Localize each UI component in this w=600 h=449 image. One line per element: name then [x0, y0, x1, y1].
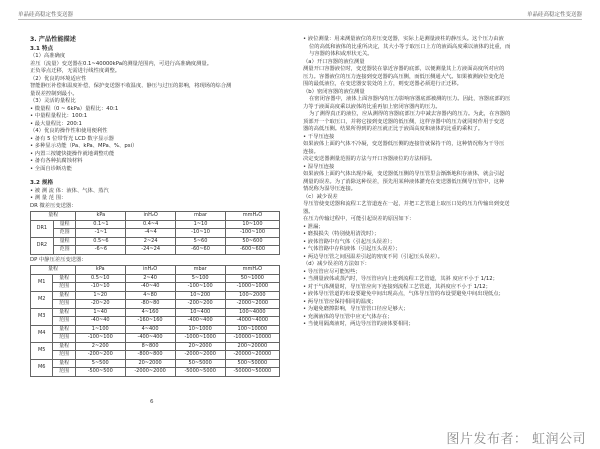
table-cell: 量程 — [53, 237, 76, 246]
table-cell: -40~40 — [125, 283, 175, 292]
table-cell: 范围 — [53, 300, 76, 309]
table-cell: -5000~5000 — [175, 368, 225, 377]
table-cell: -10000~10000 — [225, 334, 279, 343]
text-line: 量误差控制到最小。 — [30, 90, 78, 97]
table-cell: -10~10 — [75, 283, 125, 292]
table-cell: 5~500 — [75, 359, 125, 368]
table-cell: 量程 — [53, 291, 76, 300]
table-header-cell: 量程 — [31, 212, 76, 221]
table-cell: 0.1~1 — [76, 220, 126, 229]
table-cell: -1~1 — [76, 229, 126, 238]
table-cell: 5~100 — [175, 274, 225, 283]
table-cell: 20~2000 — [125, 359, 175, 368]
table-cell: -160~160 — [125, 317, 175, 326]
table-cell: -800~800 — [125, 351, 175, 360]
table-cell: 范围 — [53, 368, 76, 377]
feature-3-title: （3）灵活的量程比 — [30, 98, 76, 104]
list-item: • 导压管应尽可能短些； — [303, 268, 361, 275]
table-cell: -2000~2000 — [225, 300, 279, 309]
table-cell: 范围 — [53, 283, 76, 292]
list-item: • 中量程量程比：100:1 — [30, 113, 88, 119]
list-item: • 内置三按键快捷操作就地调整功能 — [30, 150, 115, 157]
sub-heading: • 湿导压连接 — [303, 163, 335, 170]
table-cell: 4~160 — [125, 308, 175, 317]
list-item: • 充满液体的导压管中应无气体存在； — [303, 313, 393, 320]
table-cell: 50~5000 — [175, 359, 225, 368]
range-code-cell: DR2 — [31, 237, 54, 254]
table-header-cell: kPa — [76, 212, 126, 221]
text-line: 顶部开一个取压口，并将它接到变送器的低压侧，这样容器中的压力就同时作用于变送 — [303, 118, 505, 125]
list-item: • 液体导压管道的布设要避免中间出现高点，气体导压管的布设要避免中间出现低点； — [303, 291, 504, 297]
range-code-cell: M6 — [31, 359, 53, 376]
table-cell: -20~20 — [75, 300, 125, 309]
subsection-3-1: 3.1 特点 — [30, 45, 54, 52]
table-row — [31, 300, 280, 309]
text-line: 压力。容器液位的压力连接到变送器的高压侧，而低压侧通大气。如果被测液位变化范 — [303, 73, 505, 80]
table-row — [31, 368, 280, 377]
table-cell: -600~600 — [225, 246, 279, 255]
table-row — [31, 317, 280, 326]
text-line: 智能静压补偿和温度补偿，保护变送器不收温度、静压与过压的影响，将现场的综合测 — [30, 83, 232, 89]
table-cell: 2~24 — [126, 237, 176, 246]
table-cell: 范围 — [53, 229, 76, 238]
table-cell: 量程 — [53, 220, 76, 229]
table-cell: 5~60 — [176, 237, 226, 246]
table-header-cell: mmH₂O — [225, 212, 279, 221]
table-cell: -100~100 — [75, 334, 125, 343]
table-row — [31, 351, 280, 360]
table-header-row — [31, 212, 280, 221]
table-row — [31, 342, 280, 351]
subsection-3-2: 3.2 规格 — [30, 180, 54, 186]
table-cell: 100~10000 — [225, 325, 279, 334]
text-line: 测量开口容器液位时，变送器装在靠近容器的底部，以便测量其上方液面高度所对应的 — [303, 66, 505, 72]
table-cell: -2000~2000 — [175, 351, 225, 360]
table-cell: 2~40 — [125, 274, 175, 283]
table-cell: 量程 — [53, 359, 76, 368]
table-row — [31, 237, 280, 246]
table-cell: 10~1000 — [175, 325, 225, 334]
text-line: 器的高低压侧。结果所得到的差压就正比于液面高度和液体的比重的乘积了。 — [303, 126, 484, 132]
table-cell: -60~60 — [176, 246, 226, 255]
table-cell: 1~40 — [75, 308, 125, 317]
list-item: • 两导压管应保持相同的温度； — [303, 298, 377, 305]
text-line: 如果液体上面的气体出现冷凝，变送器低压侧的导压管里会渐渐地积存液体，就会引起 — [303, 171, 505, 177]
table-cell: -4000~4000 — [225, 317, 279, 326]
range-code-cell: DR1 — [31, 220, 54, 237]
list-item: • 两边导压管之间因温差引起的密度不同（引起压头误差）。 — [303, 253, 443, 260]
table-cell: 量程 — [53, 308, 76, 317]
table-row — [31, 359, 280, 368]
right-column — [303, 36, 571, 329]
table-row — [31, 220, 280, 229]
range-code-cell: M1 — [31, 274, 53, 291]
table-row — [31, 308, 280, 317]
range-code-cell: M3 — [31, 308, 53, 325]
text-line: 与容器的体积或形状无关。 — [309, 51, 373, 57]
section-title: 3. 产品性能描述 — [30, 36, 76, 43]
table-cell: 200~20000 — [225, 342, 279, 351]
dp-range-table — [30, 265, 280, 377]
dr-table-title: DR 微差压变送器： — [30, 202, 77, 209]
table-cell: 范围 — [53, 351, 76, 360]
table-cell: 范围 — [53, 334, 76, 343]
table-cell: -4~4 — [126, 229, 176, 238]
table-cell: -200~200 — [175, 300, 225, 309]
table-cell: 50~1000 — [225, 274, 279, 283]
text-line: 为了测得真正的液位，应从测得的容器底部压力中减去容器内的压力。为此，在容器的 — [309, 111, 511, 117]
table-cell: 范围 — [53, 317, 76, 326]
dr-range-table — [30, 211, 280, 255]
table-cell: -2000~2000 — [125, 368, 175, 377]
table-cell: 10~200 — [175, 291, 225, 300]
list-item: • 多种显示功能（Pa、kPa、MPa、%、psi） — [30, 143, 138, 149]
table-row — [31, 274, 280, 283]
table-cell: 100~2000 — [225, 291, 279, 300]
table-cell: -40~40 — [75, 317, 125, 326]
table-cell: 量程 — [53, 342, 76, 351]
list-item: • 测 量 范 围： — [30, 195, 67, 201]
list-item: • 最大量程比：200:1 — [30, 120, 82, 127]
table-cell: 10~400 — [175, 308, 225, 317]
feature-2-title: （2）优良的环境适应性 — [30, 75, 87, 82]
sub-heading: （a）开口容器的液位测量 — [303, 58, 365, 65]
list-item: • 为避免磨擦影响，导压管管口径应足够大； — [303, 306, 409, 312]
table-cell: -80~80 — [125, 300, 175, 309]
table-header-cell: inH₂O — [125, 266, 175, 275]
table-cell: 0.5~10 — [75, 274, 125, 283]
list-item: • 备有各种抗腐蚀材料 — [30, 158, 83, 164]
table-cell: 4~80 — [125, 291, 175, 300]
table-cell: -6~6 — [76, 246, 126, 255]
table-row — [31, 229, 280, 238]
sub-heading: （d）减少误差的方法如下： — [303, 261, 370, 267]
list-item: • 液体管路中有气体（引起压头误差）； — [303, 238, 396, 245]
text-line: 器。 — [303, 208, 314, 215]
table-header-cell: mbar — [175, 266, 225, 275]
text-line: 如果液体上面的气体不冷凝，变送器低压侧的连接管就保持干的，这种情况称为干导压 — [303, 141, 505, 147]
table-cell: -20000~20000 — [225, 351, 279, 360]
left-column — [30, 36, 280, 379]
text-line: • 液位测量：用来测量液位的差压变送器，实际上是测量液柱的静压头。这个压力由液 — [303, 36, 504, 42]
table-cell: 20~2000 — [175, 342, 225, 351]
list-item: • 被 测 流 体：液体、气体、蒸汽 — [30, 187, 109, 194]
table-cell: -50000~50000 — [225, 368, 279, 377]
list-item: • 微量程（0 ~ 6kPa）量程比：40:1 — [30, 105, 119, 112]
table-cell: -24~24 — [126, 246, 176, 255]
page-number: 6 — [150, 399, 154, 405]
table-cell: -1000~1000 — [225, 283, 279, 292]
table-cell: -400~400 — [175, 317, 225, 326]
list-item: • 气体管路中存积液体（引起压头误差）； — [303, 246, 401, 252]
text-line: 决定变送器测量范围的方法与开口容器液位的方法相同。 — [303, 156, 436, 162]
table-row — [31, 334, 280, 343]
table-cell: 2~200 — [75, 342, 125, 351]
table-cell: 范围 — [53, 246, 76, 255]
table-cell: 8~800 — [125, 342, 175, 351]
table-row — [31, 283, 280, 292]
range-code-cell: M5 — [31, 342, 53, 359]
header-right-title: 单晶硅高稳定性变送器 — [526, 12, 582, 18]
dp-table-title: DP 中静压差压变送器： — [30, 256, 87, 263]
table-cell: 0.4~4 — [126, 220, 176, 229]
table-cell: 100~4000 — [225, 308, 279, 317]
list-item: • 当使用隔离液时，两边导压管的液体要相同； — [303, 321, 414, 327]
text-line: 在密闭容器中，液体上面容器内的压力影响容器底部被测的压力。因此，容器底部的压 — [309, 96, 511, 102]
table-cell: 500~50000 — [225, 359, 279, 368]
table-cell: 量程 — [53, 274, 76, 283]
table-cell: 1~20 — [75, 291, 125, 300]
feature-1-title: （1）高准确度 — [30, 53, 66, 59]
text-line: 力等于液面高度乘以液体的比重再加上密闭容器内的压力。 — [303, 103, 441, 110]
table-cell: -400~400 — [125, 334, 175, 343]
table-cell: -100~100 — [225, 229, 279, 238]
table-row — [31, 325, 280, 334]
text-line: 位的高低和液体的比重所决定，其大小等于取压口上方的液面高度乘以液体的比重，而 — [309, 43, 511, 50]
text-line: 情况称为湿导压连接。 — [303, 186, 356, 192]
table-header-cell: kPa — [75, 266, 125, 275]
list-item: • 当测量液体或蒸汽时，导压管应向上连到流程工艺管道，其斜 度应不小于 1/12； — [303, 276, 498, 282]
table-cell: 50~600 — [225, 237, 279, 246]
feature-4-title: （4）优良的操作性和使用便利性 — [30, 128, 108, 134]
table-row — [31, 291, 280, 300]
table-header-cell: inH₂O — [126, 212, 176, 221]
sub-heading: （b）密闭容器的液位测量 — [303, 88, 365, 95]
text-line: 围的最低液位，在变送器安装处的上方，则变送器必须进行正迁移。 — [303, 81, 462, 87]
range-code-cell: M2 — [31, 291, 53, 308]
table-row — [31, 246, 280, 255]
table-cell: 0.5~6 — [76, 237, 126, 246]
text-line: 导压管使变送器和流程工艺管道连在一起，并把工艺管道上取压口处的压力传输出到变送 — [303, 201, 510, 207]
text-line: 在压力传输过程中，可能引起误差的原因如下： — [303, 216, 415, 222]
sub-heading: • 干导压连接 — [303, 133, 335, 140]
table-cell: 1~100 — [75, 325, 125, 334]
text-line: 测量的误差。为了消除这种误差，预先用某种液体灌充在变送器低压侧导压管中，这种 — [303, 178, 505, 185]
table-cell: -200~200 — [75, 351, 125, 360]
table-cell: -500~500 — [75, 368, 125, 377]
table-header-row — [31, 266, 280, 275]
table-cell: -10~10 — [176, 229, 226, 238]
table-cell: -100~100 — [175, 283, 225, 292]
list-item: • 全面自诊断功能 — [30, 165, 72, 172]
table-header-cell: mbar — [176, 212, 226, 221]
list-item: • 泄漏； — [303, 223, 324, 230]
header-divider — [18, 19, 582, 20]
sub-heading: （c）减少误差 — [303, 193, 338, 200]
table-header-cell: 量程 — [31, 266, 76, 275]
table-cell: -1000~1000 — [175, 334, 225, 343]
table-cell: 10~100 — [225, 220, 279, 229]
watermark: 图片发布者： 虹润公司 — [446, 432, 586, 447]
table-cell: 1~10 — [176, 220, 226, 229]
text-line: 正负零点迁移，无需进行线性度调整。 — [30, 68, 121, 74]
range-code-cell: M4 — [31, 325, 53, 342]
list-item: • 备有 5 位带背光 LCD 数字显示器 — [30, 135, 114, 142]
table-cell: 量程 — [53, 325, 76, 334]
text-line: 差压（流量）变送器在0.1~40000kPa的测量范围内，可进行高准确度测量。 — [30, 60, 212, 67]
text-line: 连接。 — [303, 148, 319, 155]
list-item: • 对于气体测量时，导压管应向下连接到流程工艺管道，其斜度应不小于 1/12； — [303, 283, 491, 290]
header-left-title: 单晶硅高稳定性变送器 — [18, 12, 74, 18]
table-cell: 4~400 — [125, 325, 175, 334]
list-item: • 磨损损失（特别使用清洗时）； — [303, 231, 380, 237]
table-header-cell: mmH₂O — [225, 266, 279, 275]
